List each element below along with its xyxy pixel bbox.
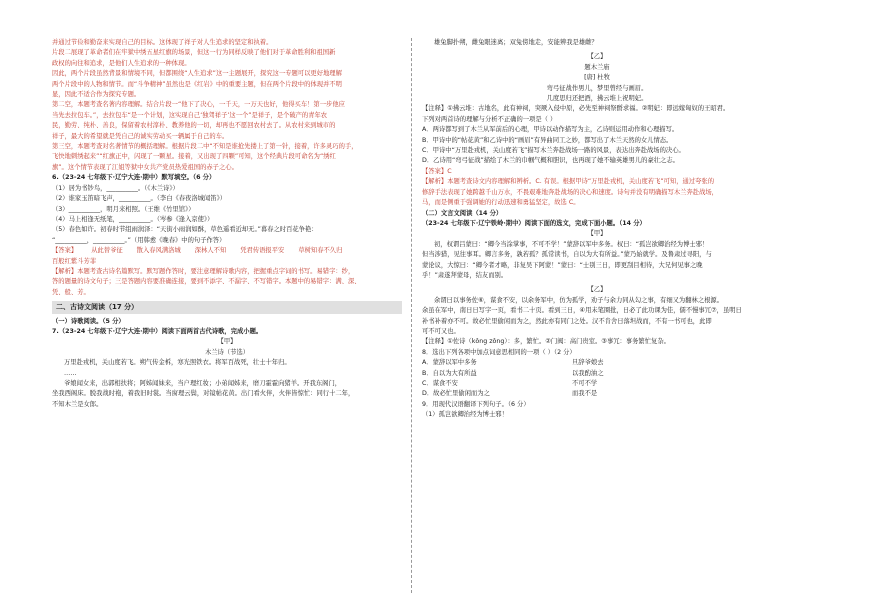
prose-line: 可不可又也。 [422,327,460,335]
question-6-item: （2）谁家玉笛暗飞声，__________。（李白《春夜洛城闻笛》） [52,195,227,203]
analysis-line: 答的题量的诗文句子；三是答题内容要准确连接，要到不添字、不漏字、不写错字。本题中的易错字：满、深、 [52,278,361,286]
prose-line: 余虽在军中，南日日写字一页，看书二十页。看到三日，④用未笔圈批，日必了此功课为佳，儒不慢事冗⑦，虽明日 [422,307,742,315]
question-9-item: （1）孤岂欲卿治经为博士邪！ [422,411,508,419]
question-6-item: （3）__________，明月来相照。（王维《竹里馆》） [52,205,195,213]
intro-line: 显，因此不适合作为探究专题。 [52,91,141,99]
question-6-item: （4）马上相逢无纸笔，__________。（岑参《逢入京使》） [52,215,214,223]
answer-item: 草树知春不久归 [298,247,343,255]
option-pair [422,379,772,389]
option-pair [422,389,772,399]
text-b-note: 【注释】①佐诗（kǒng zǒng）：多，繁忙。②门阀：高门贵室。③事冗：事务繁忙复杂。 [422,338,670,346]
option-left: B．自以为大有所益 [422,369,477,377]
prose-line: 补书补着亦不可。故必忙里偷闲而为之，然此亦有同门之处。汉不肯舍日落坦战而，不有一书可也，此即 [422,317,712,325]
model-answer-line: 第三空，本题考查对名著情节的概括理解。根据片段二中“不知是谁抢先搂上了第一针，接着，许多灵巧的手， [52,143,358,151]
poem-line: 弯弓征战作男儿，梦里曾经与画眉。 [546,84,648,92]
poem-line: …… [64,369,77,377]
question-6-item: （5）春色如许。初春时节组雨润泽：“天街小雨润如酥，草色遥看近却无。”暮春之时百花争艳： [52,226,318,234]
analysis-line: 【解析】本题考查古诗名篇默写。默写题作答时，要注意理解诗歌内容，把握重点字词的书写。易错字：纱， [52,267,355,275]
poem-line: 坐我西阁床。脱我战时袍，着我旧时裳。当窗理云鬓，对镜帖花黄。出门看火伴，火伴皆惊忙：同行十二年， [52,390,355,398]
option-c: C．甲诗中“万里赴戎机，关山度若飞”描写木兰奔赴战场一路的风景，表达出奔赴战场的决心。 [422,147,685,155]
option-b: B．甲诗中的“帖花黄”和乙诗中的“画眉”有异曲同工之妙，都写出了木兰天然的女儿情态。 [422,136,673,144]
text-b-label: 【乙】 [587,286,607,294]
model-answer-line: 第二空，本题考查名著内容理解。结合片段一“他下了决心，一千天，一万天也好，他得买车！第一步他应 [52,101,345,109]
option-a: A．两诗都写到了木兰从军前后的心理，甲诗以动作描写为主，乙诗则运用动作和心理描写。 [422,126,679,134]
intro-line: 政权的向往和追求，是他们人生追求的一种体现。 [52,59,191,67]
question-6-item: “__________，__________。”（用韩愈《晚春》中的句子作答） [52,236,226,244]
poem-line: 雄兔脚扑朔，雌兔眼迷离；双兔傍地走，安能辨我是雄雌？ [434,39,598,46]
question-6-header: 6.（23-24 七年级下·辽宁大连·期中）默写填空。（6 分） [52,174,216,182]
option-left: A．蒙辞以军中多务 [422,359,477,367]
question-7-prompt: 下列对两首诗的理解与分析不正确的一项是（ ） [422,115,557,123]
intro-line: 因此，两个片段虽然背景和情境不同，但都围绕“人生追求”这一主题展开，探究这一专题可以更好地理解 [52,70,342,78]
option-left: D．故必忙里偷闲而为之 [422,390,490,398]
question-9-prompt: 9．用现代汉语翻译下列句子。（6 分） [422,400,530,408]
model-answer-line: 当先去拉包车。”，去拉包车“是一个计划，这实现自己‘独驾祥子’这一个”是祥子，是个破产的青年农 [52,111,328,119]
poem-line: 不知木兰是女郎。 [52,400,103,408]
answer-item: 散入春风满洛城 [136,247,181,255]
option-right: 不可不学 [572,380,598,387]
question-8-header: （23-24 七年级下·辽宁铁岭·期中）阅读下面的选文，完成下面小题。（14 分） [422,219,646,227]
prose-line: 蒙论议，大惊曰：“卿今者才略，非复吴下阿蒙！”蒙曰：“士别三日，即更刮目相待，大兄何见事之晚 [422,261,703,269]
poem-note: 【注释】①拂云堆：古地名，此有神祠，突厥入侵中原，必先至神祠祭酹求福。②明妃：即远嫁匈奴的王昭君。 [422,105,730,113]
question-7-header: 7.（23-24 七年级下·辽宁大连·期中）阅读下面两首古代诗歌，完成小题。 [52,327,263,335]
model-answer-line: 旗”。这个情节表现了江姐等狱中女共产党员热爱祖国的赤子之心。 [52,163,238,171]
intro-line: 两个片段中的人物和情节。而“斗争精神”虽然也是《红岩》中的重要主题，但在两个片段中的体现并不明 [52,80,342,88]
answer-label: 【答案】 [52,247,78,255]
option-pair [422,369,772,379]
prose-line: 但当涉猎，见往事耳。卿言多务，孰若孤？孤常读书，自以为大有所益。”蒙乃始就学。及鲁肃过寻阳，与 [422,251,712,259]
answer-item: 百般红紫斗芳菲 [52,257,97,265]
poem-b-author: [唐] 杜牧 [584,74,610,82]
left-column [52,38,402,410]
analysis-line: 【解析】本题考查诗文内容理解和辨析。C. 有误。根据甲诗“万里赴戎机，关山度若飞”可知，通过夸张的 [422,178,714,186]
poem-line: 万里赴戎机，关山度若飞。朔气传金柝，寒光照铁衣。将军百战死，壮士十年归。 [64,359,291,367]
answer-item: 深林人不知 [194,247,227,255]
option-d: D．乙诗用“弯弓征战”描绘了木兰的巾帼气概和胆识，也再现了她不输英雄男儿的豪壮之志。 [422,157,679,165]
question-7-answer: 【答案】C [422,167,452,175]
model-answer-line: 祥子，最大的希望就是凭自己的诚实劳动买一辆属于自己的车。 [52,132,229,140]
poem-b-label: 【乙】 [587,53,607,61]
poem-a-label: 【甲】 [217,338,237,346]
question-6-answers [52,246,402,256]
option-pair [422,358,772,368]
model-answer-line: 民，勤劳、纯朴、善良，保留着农村淳朴、教养他的一切，却再也不愿回农村去了。从农村来到城市的 [52,122,336,130]
right-column [422,38,772,421]
prose-line: 乎！”肃遂拜蒙母，结友而别。 [422,271,508,279]
answer-item: 凭君传语报平安 [240,247,285,255]
option-right: 旦辞爷娘去 [572,359,604,367]
answer-item: 从此替爷征 [91,247,123,255]
option-left: C．谋食不安 [422,380,458,387]
poem-line: 爷娘闻女来，出郭相扶将；阿姊闻妹来，当户理红妆；小弟闻姊来，磨刀霍霍向猪羊。开我东阁门， [64,380,342,387]
text-a-label: 【甲】 [587,230,607,238]
subsection-heading: （二）文言文阅读（14 分） [422,209,503,217]
section-heading: 二、古诗文阅读（17 分） [52,301,402,313]
poem-line: 几度思归还把酒，拂云堆上祝明妃。 [546,95,648,103]
analysis-line: 凭、般、芳。 [52,288,90,296]
option-right: 以我酌油之 [572,369,604,377]
intro-line: 并通过节俭和勤奋来实现自己的目标。这体现了祥子对人生追求的坚定和执着。 [52,39,273,46]
option-right: 而我不是 [572,390,598,398]
prose-line: 初，权谓吕蒙曰：“卿今当涂掌事，不可不学！”蒙辞以军中多务。权曰：“孤岂欲卿治经为博士邪！ [434,240,709,248]
column-divider [411,38,412,593]
poem-b-title: 题木兰庙 [584,63,610,71]
prose-line: 余谓曰以事务佐⑥，谋食不安，以余务军中，仿为孤学，劝子与余力同从勾之事，有细又为翻林之根源。 [434,296,724,304]
poem-a-title: 木兰诗（节选） [204,348,250,356]
model-answer-line: 飞快地刺绣起来”“红旗正中，闪现了一颗星。接着，又出现了四颗”可知，这个经典片段可命名为“绣红 [52,153,336,161]
subsection-heading: （一）诗歌阅读。（5 分） [52,317,125,325]
analysis-line: 修辞手法表现了她跨越千山万水，不畏艰难地奔赴战场的决心和速度。诗句并没有明确描写木兰奔赴战场， [422,188,718,196]
intro-line: 片段二展现了革命者们在牢狱中绣五星红旗的场景，但这一行为同样反映了他们对于革命胜利和祖国新 [52,49,336,57]
question-6-item: （1）居为书钞鸟，__________。（《木兰诗》） [52,184,179,192]
question-8-prompt: 8．选出下列各项中加点词意思相同的一项（ ）（2 分） [422,348,576,356]
analysis-line: 马，而是侧重于强调她的行动迅速和勇猛坚定，故选 C。 [422,199,580,207]
